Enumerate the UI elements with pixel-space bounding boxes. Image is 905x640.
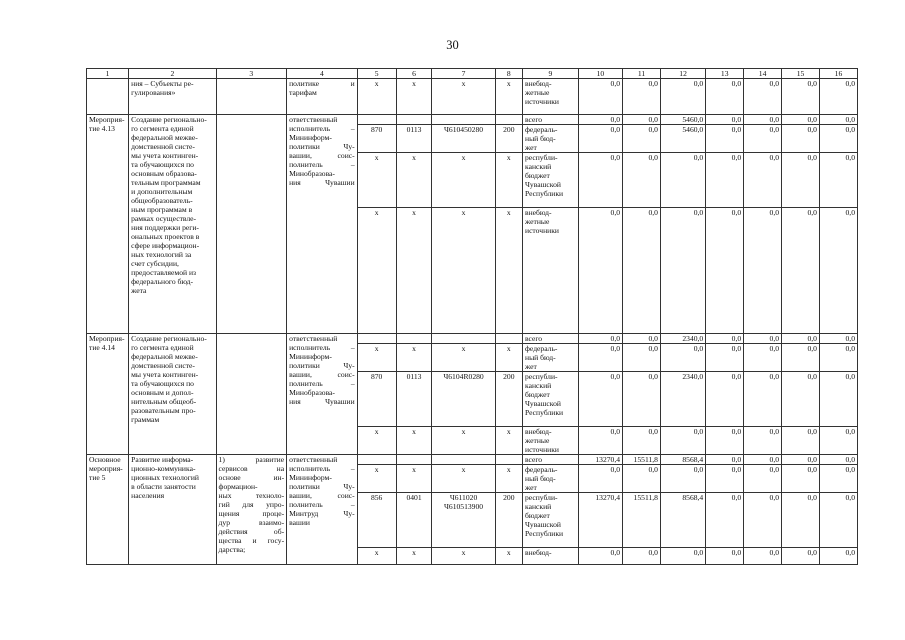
amount-cell: 0,0 (623, 208, 661, 334)
amount-cell: 0,0 (623, 153, 661, 208)
column-header: 16 (819, 69, 857, 79)
funding-source-cell: всего (523, 334, 579, 344)
code-cell: x (495, 427, 522, 455)
amount-cell: 0,0 (660, 427, 705, 455)
funding-source-cell: федераль- ный бюд- жет (523, 125, 579, 153)
funding-source-cell: республи- канский бюджет Чувашской Республики (523, 153, 579, 208)
code-cell: x (396, 465, 432, 493)
amount-cell: 0,0 (578, 115, 622, 125)
table-row (87, 455, 858, 465)
cell-empty (87, 79, 129, 115)
code-cell (357, 455, 396, 465)
code-cell: x (357, 465, 396, 493)
amount-cell: 0,0 (782, 493, 820, 548)
amount-cell: 0,0 (819, 344, 857, 372)
funding-source-cell: всего (523, 455, 579, 465)
amount-cell: 0,0 (782, 427, 820, 455)
amount-cell: 0,0 (819, 372, 857, 427)
amount-cell: 0,0 (623, 79, 661, 115)
code-cell: x (396, 208, 432, 334)
code-cell: 200 (495, 493, 522, 548)
program-table (86, 68, 858, 565)
code-cell: 0113 (396, 372, 432, 427)
amount-cell: 0,0 (706, 427, 744, 455)
amount-cell: 0,0 (578, 208, 622, 334)
amount-cell: 0,0 (819, 79, 857, 115)
table-row (87, 334, 858, 344)
code-cell (396, 334, 432, 344)
amount-cell: 0,0 (819, 334, 857, 344)
amount-cell: 0,0 (623, 344, 661, 372)
amount-cell: 0,0 (744, 115, 782, 125)
amount-cell: 0,0 (706, 344, 744, 372)
column-header: 7 (432, 69, 495, 79)
column-header: 1 (87, 69, 129, 79)
executor-cell: ответственный исполнитель – Мининформ- политики Чу- вашии, соис- полнитель – Минтруд Чу- вашии (287, 455, 358, 565)
executor-cell: ответственный исполнитель – Мининформ- политики Чу- вашии, соис- полнитель – Минобразова- ния Чувашии (287, 115, 358, 334)
amount-cell: 0,0 (744, 334, 782, 344)
amount-cell: 13270,4 (578, 455, 622, 465)
column-header: 6 (396, 69, 432, 79)
amount-cell: 0,0 (623, 372, 661, 427)
amount-cell: 0,0 (744, 372, 782, 427)
column-header: 9 (523, 69, 579, 79)
event-name-cell: Развитие информа- ционно-коммуника- ционных технологий в области занятости населения (129, 455, 216, 565)
code-cell (396, 115, 432, 125)
column-header: 2 (129, 69, 216, 79)
amount-cell: 0,0 (782, 455, 820, 465)
code-cell: Ч611020 Ч610513900 (432, 493, 495, 548)
amount-cell: 0,0 (744, 153, 782, 208)
amount-cell: 0,0 (706, 334, 744, 344)
table-row (87, 115, 858, 125)
amount-cell: 0,0 (578, 153, 622, 208)
code-cell: 200 (495, 372, 522, 427)
code-cell: 856 (357, 493, 396, 548)
amount-cell: 0,0 (782, 548, 820, 565)
amount-cell: 0,0 (706, 153, 744, 208)
amount-cell: 0,0 (623, 334, 661, 344)
code-cell: x (495, 79, 522, 115)
funding-source-cell: республи- канский бюджет Чувашской Республики (523, 493, 579, 548)
funding-source-cell: внебюд- жетные источники (523, 208, 579, 334)
code-cell (495, 334, 522, 344)
amount-cell: 0,0 (744, 455, 782, 465)
code-cell: Ч6104R0280 (432, 372, 495, 427)
code-cell: 200 (495, 125, 522, 153)
code-cell: x (357, 548, 396, 565)
amount-cell: 0,0 (744, 344, 782, 372)
header-row (87, 69, 858, 79)
amount-cell: 0,0 (706, 548, 744, 565)
amount-cell: 0,0 (819, 208, 857, 334)
amount-cell: 2340,0 (660, 372, 705, 427)
column-header: 3 (216, 69, 287, 79)
event-name-cell: Создание регионально- го сегмента единой федеральной межве- домственной систе- мы учета континген- та обучающихся по основным образова- тельным программам и дополнительным общеобразователь- ным программам в рамках осуществле- ния поддержки реги- ональных проектов в сфере информацион- ных технологий за счет субсидии, предоставляемой из федерального бюд- жета (129, 115, 216, 334)
executor-cell: ответственный исполнитель – Мининформ- политики Чу- вашии, соис- полнитель – Минобразова- ния Чувашии (287, 334, 358, 455)
amount-cell: 0,0 (660, 548, 705, 565)
amount-cell: 0,0 (578, 372, 622, 427)
amount-cell: 5460,0 (660, 125, 705, 153)
amount-cell: 0,0 (782, 465, 820, 493)
code-cell: x (396, 79, 432, 115)
amount-cell: 0,0 (744, 208, 782, 334)
column-header: 15 (782, 69, 820, 79)
amount-cell: 0,0 (819, 465, 857, 493)
code-cell: 870 (357, 372, 396, 427)
amount-cell: 0,0 (706, 125, 744, 153)
column-header: 5 (357, 69, 396, 79)
amount-cell: 0,0 (660, 79, 705, 115)
event-number-cell: Мероприя- тие 4.13 (87, 115, 129, 334)
executor-cell: политике и тарифам (287, 79, 358, 115)
amount-cell: 0,0 (623, 427, 661, 455)
code-cell: x (495, 344, 522, 372)
amount-cell: 0,0 (744, 493, 782, 548)
amount-cell: 0,0 (706, 208, 744, 334)
amount-cell: 8568,4 (660, 455, 705, 465)
code-cell: x (432, 427, 495, 455)
amount-cell: 0,0 (706, 115, 744, 125)
amount-cell: 0,0 (578, 334, 622, 344)
amount-cell: 5460,0 (660, 115, 705, 125)
code-cell: 870 (357, 125, 396, 153)
code-cell: x (357, 427, 396, 455)
column-header: 12 (660, 69, 705, 79)
amount-cell: 0,0 (819, 455, 857, 465)
amount-cell: 0,0 (782, 334, 820, 344)
code-cell (432, 455, 495, 465)
amount-cell: 0,0 (660, 465, 705, 493)
amount-cell: 0,0 (819, 115, 857, 125)
amount-cell: 0,0 (623, 465, 661, 493)
amount-cell: 0,0 (782, 344, 820, 372)
amount-cell: 0,0 (578, 548, 622, 565)
event-name-cell: ния – Субъекты ре- гулирования» (129, 79, 216, 115)
amount-cell: 0,0 (782, 208, 820, 334)
amount-cell: 0,0 (819, 493, 857, 548)
cell-empty (216, 334, 287, 455)
column-header: 8 (495, 69, 522, 79)
funding-source-cell: внебюд- жетные источники (523, 79, 579, 115)
funding-source-cell: внебюд- жетные источники (523, 427, 579, 455)
amount-cell: 0,0 (578, 465, 622, 493)
code-cell (357, 115, 396, 125)
code-cell: x (396, 153, 432, 208)
column-header: 10 (578, 69, 622, 79)
event-number-cell: Мероприя- тие 4.14 (87, 334, 129, 455)
code-cell: x (495, 465, 522, 493)
code-cell (495, 115, 522, 125)
code-cell: x (396, 344, 432, 372)
code-cell: x (357, 79, 396, 115)
amount-cell: 0,0 (706, 465, 744, 493)
amount-cell: 0,0 (623, 115, 661, 125)
code-cell: x (432, 548, 495, 565)
code-cell: x (357, 208, 396, 334)
amount-cell: 0,0 (819, 548, 857, 565)
amount-cell: 0,0 (660, 153, 705, 208)
code-cell: 0401 (396, 493, 432, 548)
amount-cell: 0,0 (623, 548, 661, 565)
code-cell: x (495, 208, 522, 334)
amount-cell: 0,0 (782, 153, 820, 208)
code-cell (396, 455, 432, 465)
code-cell: x (357, 344, 396, 372)
amount-cell: 0,0 (744, 125, 782, 153)
code-cell: x (495, 548, 522, 565)
code-cell: x (432, 153, 495, 208)
column-header: 14 (744, 69, 782, 79)
code-cell (432, 115, 495, 125)
task-cell: 1) развитие сервисов на основе ин- формацион- ных техноло- гий для упро- щения проце- дур взаимо- действия об- щества и госу- дарства; (216, 455, 287, 565)
column-header: 4 (287, 69, 358, 79)
event-number-cell: Основное мероприя- тие 5 (87, 455, 129, 565)
amount-cell: 2340,0 (660, 334, 705, 344)
amount-cell: 0,0 (578, 125, 622, 153)
cell-empty (216, 79, 287, 115)
amount-cell: 0,0 (782, 115, 820, 125)
amount-cell: 0,0 (660, 208, 705, 334)
code-cell: x (495, 153, 522, 208)
funding-source-cell: федераль- ный бюд- жет (523, 344, 579, 372)
code-cell: x (432, 79, 495, 115)
cell-empty (216, 115, 287, 334)
amount-cell: 0,0 (578, 427, 622, 455)
amount-cell: 0,0 (819, 427, 857, 455)
amount-cell: 8568,4 (660, 493, 705, 548)
code-cell: x (357, 153, 396, 208)
amount-cell: 0,0 (660, 344, 705, 372)
code-cell: x (396, 427, 432, 455)
page-number: 30 (446, 38, 459, 52)
funding-source-cell: внебюд- (523, 548, 579, 565)
column-header: 13 (706, 69, 744, 79)
amount-cell: 0,0 (578, 344, 622, 372)
amount-cell: 0,0 (706, 455, 744, 465)
code-cell: x (432, 344, 495, 372)
column-header: 11 (623, 69, 661, 79)
code-cell: x (432, 208, 495, 334)
amount-cell: 0,0 (744, 79, 782, 115)
amount-cell: 0,0 (744, 548, 782, 565)
amount-cell: 0,0 (706, 79, 744, 115)
amount-cell: 0,0 (744, 465, 782, 493)
code-cell: Ч610450280 (432, 125, 495, 153)
amount-cell: 0,0 (819, 153, 857, 208)
amount-cell: 0,0 (819, 125, 857, 153)
funding-source-cell: всего (523, 115, 579, 125)
amount-cell: 0,0 (782, 125, 820, 153)
funding-source-cell: федераль- ный бюд- жет (523, 465, 579, 493)
code-cell: x (396, 548, 432, 565)
amount-cell: 0,0 (744, 427, 782, 455)
event-name-cell: Создание регионально- го сегмента единой федеральной межве- домственной систе- мы учета континген- та обучающихся по основным и допол- нительным общеоб- разовательным про- граммам (129, 334, 216, 455)
amount-cell: 0,0 (578, 79, 622, 115)
amount-cell: 0,0 (706, 493, 744, 548)
code-cell (495, 455, 522, 465)
code-cell (357, 334, 396, 344)
code-cell (432, 334, 495, 344)
amount-cell: 0,0 (623, 125, 661, 153)
amount-cell: 15511,8 (623, 455, 661, 465)
funding-source-cell: республи- канский бюджет Чувашской Республики (523, 372, 579, 427)
amount-cell: 0,0 (706, 372, 744, 427)
amount-cell: 13270,4 (578, 493, 622, 548)
table-row (87, 79, 858, 115)
code-cell: x (432, 465, 495, 493)
amount-cell: 15511,8 (623, 493, 661, 548)
amount-cell: 0,0 (782, 79, 820, 115)
code-cell: 0113 (396, 125, 432, 153)
amount-cell: 0,0 (782, 372, 820, 427)
